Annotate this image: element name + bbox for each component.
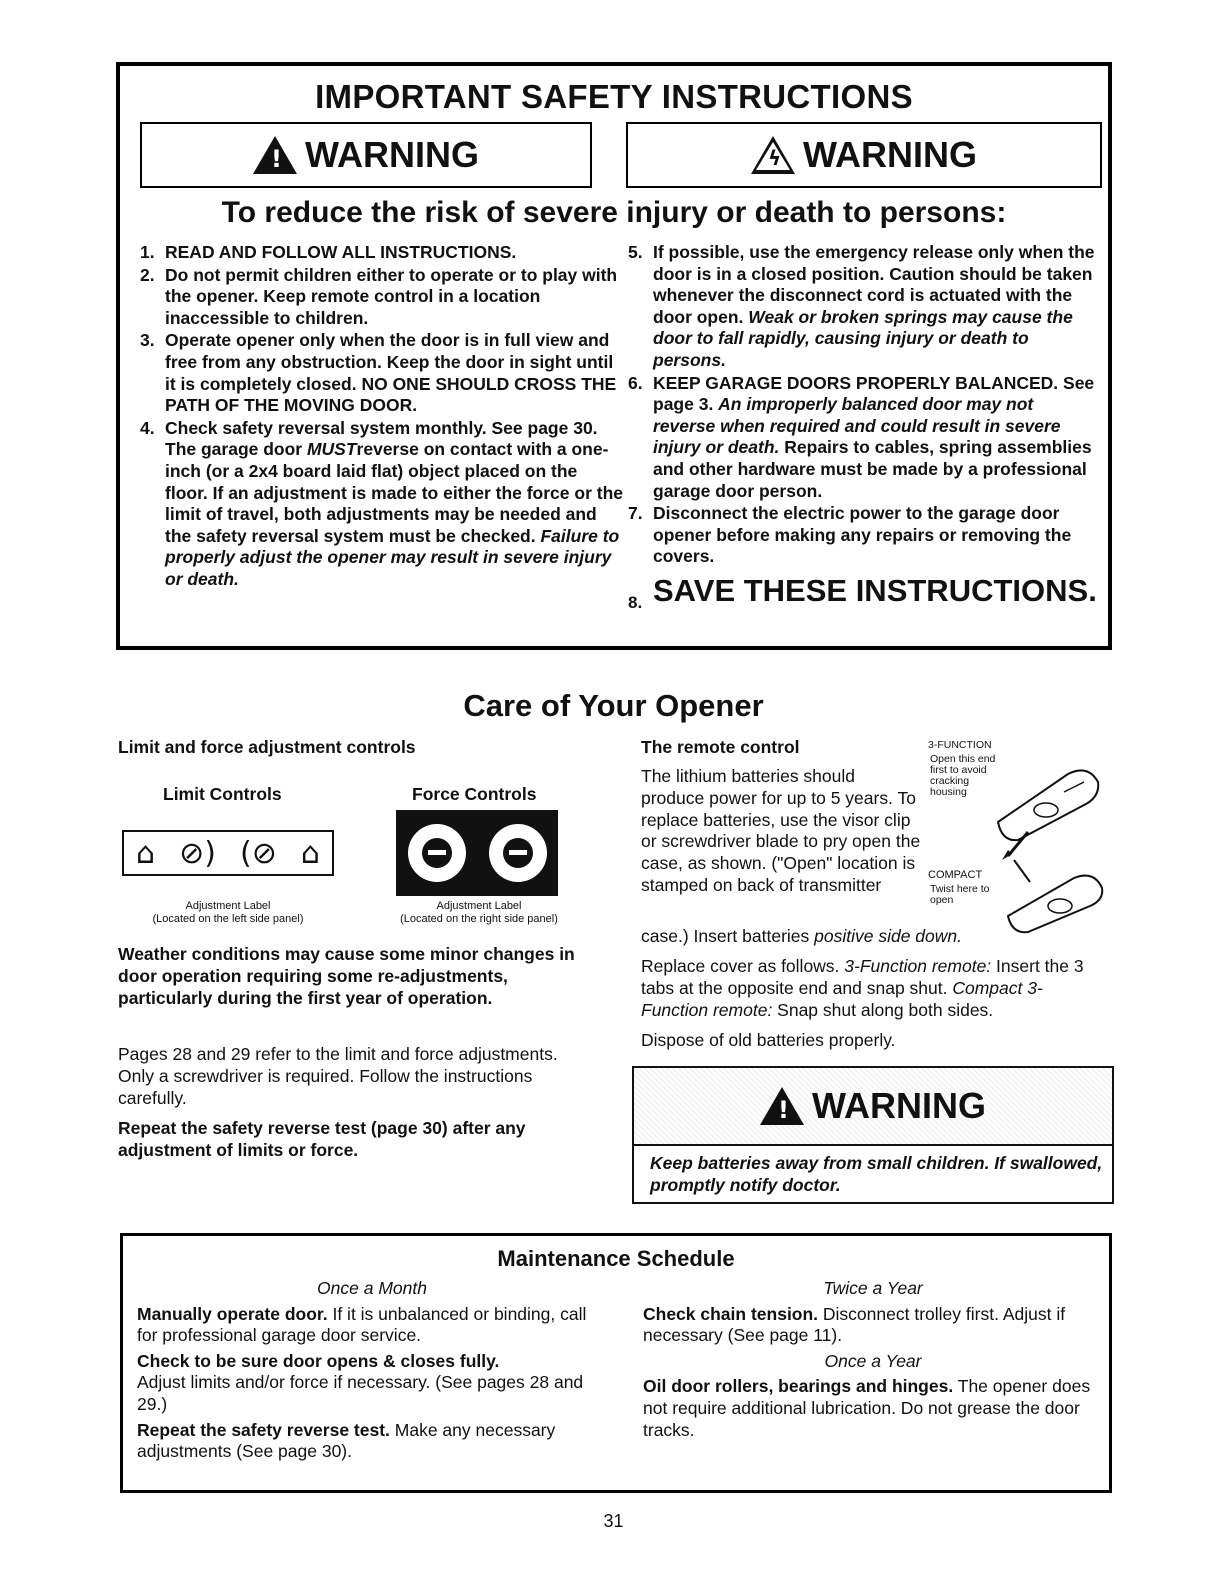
care-title: Care of Your Opener (463, 688, 764, 723)
safety-item: 3. Operate opener only when the door is in full view and free from any obstruction. Keep the door in sight until it is completely closed. NO ONE SHOULD CROSS THE PATH OF THE MOVING DOOR. (140, 330, 617, 416)
battery-warning-banner (634, 1068, 1112, 1146)
weather-text: Weather conditions may cause some minor changes in door operation requiring some re-adjustments, particularly during the first year of operation. (118, 944, 575, 1008)
limit-caption: Adjustment Label (Located on the left side panel) (152, 900, 304, 925)
limit-adjustment-label-image (122, 830, 334, 876)
maintenance-schedule-box (120, 1233, 1112, 1493)
pages-text: Pages 28 and 29 refer to the limit and force adjustments. Only a screwdriver is required. Follow the instructions carefully. (118, 1044, 558, 1108)
maintenance-item: Check chain tension. Disconnect trolley first. Adjust if necessary (See page 11). (643, 1303, 1066, 1346)
safety-item: 6. KEEP GARAGE DOORS PROPERLY BALANCED. See page 3. An improperly balanced door may not reverse when required and could result in severe injury or death. Repairs to cables, spring assemblies and other hardware must be made by a professional garage door person. (628, 372, 1095, 501)
limit-heading: Limit and force adjustment controls (118, 737, 416, 757)
remote-body-cont: case.) Insert batteries positive side down. (641, 926, 963, 946)
safety-instructions-box (116, 62, 1112, 650)
fig-open-label: Open this end first to avoid cracking housing (930, 753, 996, 798)
battery-warning-box (632, 1066, 1114, 1204)
maintenance-left-column (137, 1278, 607, 1467)
twice-year-heading: Twice a Year (823, 1278, 923, 1298)
house-icon: ⌂ (300, 835, 320, 871)
once-year-heading: Once a Year (824, 1350, 922, 1371)
maintenance-item: Repeat the safety reverse test. Make any necessary adjustments (See page 30). (137, 1419, 556, 1462)
maintenance-item: Manually operate door. If it is unbalanced or binding, call for professional garage door service. (137, 1303, 587, 1346)
maintenance-right-column (643, 1278, 1103, 1445)
safety-item: 5. If possible, use the emergency release only when the door is in a closed position. Caution should be taken whenever the disconnect cord is actuated with the door open. Weak or broken springs may cause the door to fall rapidly, causing injury or death to persons. (628, 242, 1095, 370)
force-dial-icon (408, 824, 466, 882)
fig-twist-label: Twist here to open (930, 883, 990, 906)
maintenance-item: Check to be sure door opens & closes fully. Adjust limits and/or force if necessary. (See pages 28 and 29.) (137, 1350, 584, 1414)
limit-controls-label: Limit Controls (163, 784, 282, 804)
page-number: 31 (603, 1511, 624, 1531)
remote-body: The lithium batteries should produce power for up to 5 years. To replace batteries, use the visor clip or screwdriver blade to pry open the case, as shown. ("Open" location is stamped on back of transmitter (641, 766, 921, 895)
electric-shock-warning-icon: ϟ (751, 136, 795, 174)
warning-label: WARNING (812, 1085, 986, 1126)
compact-remote-icon (994, 856, 1108, 936)
warning-banner-right (626, 122, 1102, 188)
warning-banner-left (140, 122, 592, 188)
save-instructions: 8. SAVE THESE INSTRUCTIONS. (628, 572, 1097, 612)
maintenance-title: Maintenance Schedule (497, 1246, 735, 1271)
safety-list-left (140, 242, 624, 592)
warning-triangle-icon: ! (253, 136, 297, 174)
force-caption: Adjustment Label (Located on the right side panel) (400, 900, 558, 925)
replace-text: Replace cover as follows. 3-Function remote: Insert the 3 tabs at the opposite end and snap shut. Compact 3-Function remote: Snap shut along both sides. (641, 956, 1084, 1020)
once-month-heading: Once a Month (317, 1278, 427, 1298)
remote-figure (928, 738, 1108, 938)
maintenance-item: Oil door rollers, bearings and hinges. The opener does not require additional lubrication. Do not grease the door tracks. (643, 1376, 1091, 1440)
limit-screw-left-icon: ⊘) (179, 835, 216, 871)
safety-list-right (628, 242, 1100, 611)
safety-subtitle: To reduce the risk of severe injury or death to persons: (221, 196, 1007, 229)
safety-item: 1. READ AND FOLLOW ALL INSTRUCTIONS. (140, 242, 517, 262)
force-dial-icon (489, 824, 547, 882)
house-icon: ⌂ (136, 835, 156, 871)
battery-warning-text: Keep batteries away from small children. If swallowed, promptly notify doctor. (650, 1153, 1103, 1195)
fig-compact-label: COMPACT (928, 869, 983, 881)
safety-item: 2. Do not permit children either to operate or to play with the opener. Keep remote control in a location inaccessible to children. (140, 264, 618, 328)
warning-label: WARNING (803, 134, 977, 175)
force-adjustment-label-image (396, 810, 558, 896)
repeat-text: Repeat the safety reverse test (page 30) after any adjustment of limits or force. (118, 1118, 526, 1160)
warning-label: WARNING (305, 134, 479, 175)
safety-title: IMPORTANT SAFETY INSTRUCTIONS (315, 78, 913, 115)
safety-item: 7. Disconnect the electric power to the garage door opener before making any repairs or removing the covers. (628, 503, 1072, 567)
safety-item: 4. Check safety reversal system monthly. See page 30. The garage door MUSTreverse on contact with a one-inch (or a 2x4 board laid flat) object placed on the floor. If an adjustment is made to either the force or the limit of travel, both adjustments may be needed and the safety reversal system must be checked. Failure to properly adjust the opener may result in severe injury or death. (140, 417, 623, 589)
force-controls-label: Force Controls (412, 784, 537, 804)
fig-3function-label: 3-FUNCTION (928, 739, 992, 751)
warning-triangle-icon: ! (760, 1087, 804, 1125)
remote-heading: The remote control (641, 737, 800, 757)
dispose-text: Dispose of old batteries properly. (641, 1030, 896, 1050)
limit-screw-right-icon: (⊘ (240, 835, 277, 871)
